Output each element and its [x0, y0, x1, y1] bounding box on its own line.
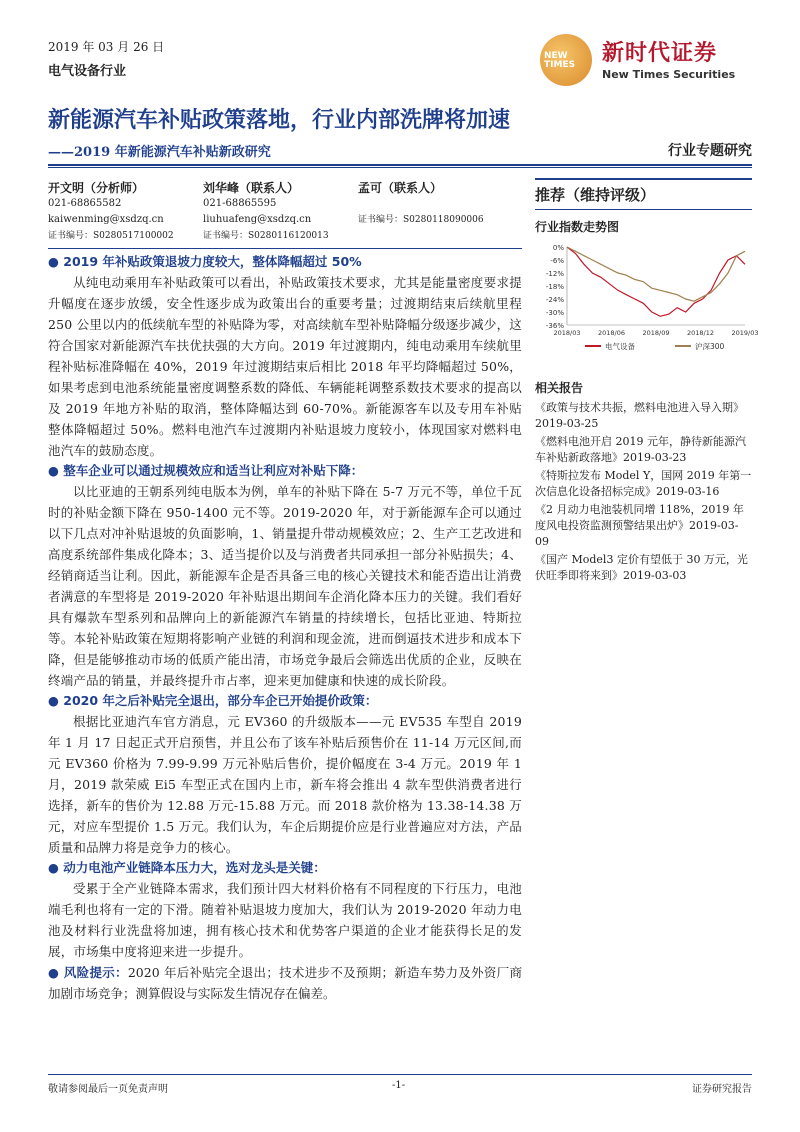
logo-mark-icon: NEW TIMES	[540, 34, 592, 86]
section-heading: ● 动力电池产业链降本压力大，选对龙头是关键：	[48, 860, 326, 875]
x-tick-label: 2018/12	[686, 329, 715, 337]
company-logo	[540, 32, 760, 88]
section-heading: ● 2020 年之后补贴完全退出，部分车企已开始提价政策：	[48, 693, 378, 708]
report-date: 2019 年 03 月 26 日	[48, 40, 165, 54]
header-divider-thin	[48, 167, 752, 168]
report-type: 行业专题研究	[668, 143, 752, 159]
report-subtitle: ——2019 年新能源汽车补贴新政研究	[48, 145, 271, 160]
related-report[interactable]: 《2 月动力电池装机同增 118%，2019 年度风电投资监测预警结果出炉》2019-03-09	[535, 503, 744, 548]
footer-label: 证券研究报告	[692, 1084, 752, 1095]
y-tick-label: -36%	[545, 322, 564, 330]
analyst-block	[358, 180, 484, 228]
y-tick-label: -6%	[550, 257, 564, 265]
analyst-cert: 证书编号：S0280118090006	[358, 215, 484, 225]
section-paragraph: 受累于全产业链降本需求，我们预计四大材料价格有不同程度的下行压力，电池端毛利也将有一定的下滑。随着补贴退坡力度加大，我们认为 2019-2020 年动力电池及材料行业洗盘将加速，拥有核心技术和优势客户渠道的企业才能获得长足的发展，市场集中度将迎来进一步提升。	[48, 881, 522, 959]
related-report[interactable]: 《燃料电池开启 2019 元年，静待新能源汽车补贴新政落地》2019-03-23	[535, 435, 746, 464]
analyst-phone: 021-68865582	[48, 198, 122, 209]
sidebar	[535, 178, 759, 586]
analyst-email[interactable]: liuhuafeng@xsdzq.cn	[203, 214, 312, 225]
analyst-name: 开文明（分析师）	[48, 181, 145, 195]
section-paragraph: 以比亚迪的王朝系列纯电版本为例，单车的补贴下降在 5-7 万元不等，单位千瓦时的补贴金额下降在 950-1400 元不等。2019-2020 年，对于新能源车企可以通过以下几点对冲补贴退坡的负面影响，1、销量提升带动规模效应；2、生产工艺改进和高度系统部件集成化降本；3、适当提价以及与消费者共同承担一部分补贴损失；4、经销商适当让利。因此，新能源车企是否具备三电的核心关键技术和能否造出让消费者满意的车型将是 2019-2020 年补贴退出期间车企消化降本压力的关键。我们看好具有爆款车型系列和品牌向上的新能源汽车销量的持续增长，包括比亚迪、特斯拉等。本轮补贴政策在短期将影响产业链的利润和现金流，进而倒逼技术进步和成本下降，但是能够推动市场的低质产能出清，市场竞争最后会筛选出优质的企业，反映在终端产品的销量，并最终提升市占率，迎来更加健康和快速的成长阶段。	[48, 484, 522, 688]
footer-divider	[48, 1074, 752, 1075]
y-tick-label: -18%	[545, 283, 564, 291]
logo-cn-text: 新时代证券	[602, 41, 718, 66]
bullet-icon: ●	[48, 463, 64, 478]
x-tick-label: 2019/03	[731, 329, 759, 337]
section-heading: ● 2019 年补贴政策退坡力度较大，整体降幅超过 50%	[48, 254, 362, 269]
x-tick-label: 2018/09	[642, 329, 670, 337]
related-list	[535, 400, 752, 584]
analyst-block	[203, 180, 329, 244]
header-divider	[48, 164, 752, 166]
related-report[interactable]: 《政策与技术共振，燃料电池进入导入期》2019-03-25	[535, 401, 744, 430]
related-report[interactable]: 《特斯拉发布 Model Y，国网 2019 年第一次信息化设备招标完成》2019-03-16	[535, 469, 752, 498]
legend-label: 电气设备	[605, 342, 635, 351]
y-tick-label: 0%	[552, 244, 564, 252]
rating-badge: 推荐（维持评级）	[535, 178, 752, 210]
y-tick-label: -24%	[545, 296, 564, 304]
series-line	[567, 247, 745, 316]
report-body	[48, 252, 522, 1004]
report-title: 新能源汽车补贴政策落地，行业内部洗牌将加速	[48, 108, 511, 133]
bullet-icon: ●	[48, 965, 64, 980]
bullet-icon: ●	[48, 860, 64, 875]
logo-en-text: New Times Securities	[602, 68, 736, 81]
related-report[interactable]: 《国产 Model3 定价有望低于 30 万元，光伏旺季即将来到》2019-03-03	[535, 553, 748, 582]
x-tick-label: 2018/06	[597, 329, 626, 337]
section-paragraph: 根据比亚迪汽车官方消息，元 EV360 的升级版本——元 EV535 车型自 2019 年 1 月 17 日起正式开启预售，并且公布了该车补贴后预售价在 11-14 万元区间,而元 EV360 价格为 7.99-9.99 万元补贴后售价，提价幅度在 3-4 万元。2019 年 1 月，2019 款荣威 Ei5 车型正式在国内上市，新车将会推出 4 款车型供消费者进行选择，新车的售价为 12.88 万元-15.88 万元。而 2018 款价格为 13.38-14.38 万元，对应车型提价 1.5 万元。我们认为，车企后期提价应是行业普遍应对方法，产品质量和品牌力将是竞争力的核心。	[48, 714, 522, 855]
index-chart	[535, 241, 759, 365]
x-tick-label: 2018/03	[553, 329, 581, 337]
section-paragraph: 从纯电动乘用车补贴政策可以看出，补贴政策技术要求，尤其是能量密度要求提升幅度在逐步放缓，安全性逐步成为政策出台的重要考量；过渡期结束后续航里程 250 公里以内的低续航车型的补贴降为零，对高续航车型补贴降幅分级逐步减少，这符合国家对新能源汽车扶优扶强的大方向。2019 年过渡期内，纯电动乘用车续航里程补贴标准降幅在 40%，2019 年过渡期结束后相比 2018 年平均降幅超过 50%，如果考虑到电池系统能量密度调整系数的降低、车辆能耗调整系数技术要求的提高以及 2019 年地方补贴的取消，整体降幅达到 60-70%。新能源客车以及专用车补贴整体降幅超过 50%。燃料电池汽车过渡期内补贴退坡力度较小，体现国家对燃料电池汽车的鼓励态度。	[48, 275, 522, 458]
analyst-cert: 证书编号：S0280517100002	[48, 231, 174, 241]
y-tick-label: -30%	[545, 309, 564, 317]
analyst-block	[48, 180, 174, 244]
index-chart-svg	[535, 241, 759, 361]
legend-label: 沪深300	[695, 342, 725, 351]
risk-note: ● 风险提示：2020 年后补贴完全退出；技术进步不及预期；新造车势力及外资厂商加剧市场竞争；测算假设与实际发生情况存在偏差。	[48, 965, 522, 1001]
bullet-icon: ●	[48, 254, 64, 269]
analyst-email[interactable]: kaiwenming@xsdzq.cn	[48, 214, 164, 225]
disclaimer-note: 敬请参阅最后一页免责声明	[48, 1084, 168, 1095]
section-heading: ● 整车企业可以通过规模效应和适当让利应对补贴下降：	[48, 463, 364, 478]
related-title: 相关报告	[535, 381, 584, 395]
industry-label: 电气设备行业	[48, 64, 127, 79]
analyst-name: 刘华峰（联系人）	[203, 181, 300, 195]
body-divider	[48, 248, 522, 249]
analyst-name: 孟可（联系人）	[358, 181, 443, 195]
page-number: -1-	[392, 1080, 406, 1091]
bullet-icon: ●	[48, 693, 64, 708]
y-tick-label: -12%	[545, 270, 564, 278]
analyst-phone: 021-68865595	[203, 198, 277, 209]
chart-title: 行业指数走势图	[535, 220, 620, 234]
analyst-cert: 证书编号：S0280116120013	[203, 231, 329, 241]
